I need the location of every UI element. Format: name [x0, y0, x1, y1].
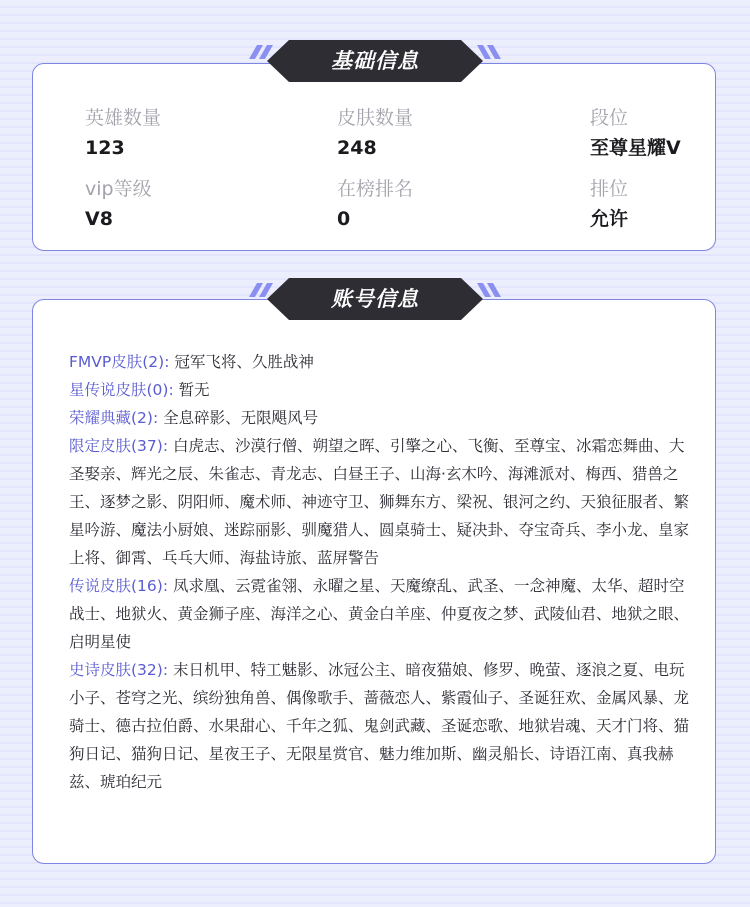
- stat-label: 排位: [590, 178, 629, 200]
- stat-value: 至尊星耀V: [590, 137, 681, 159]
- skin-category-items: 全息碎影、无限飓风号: [163, 409, 319, 427]
- stat-hero-count: [85, 106, 161, 160]
- section-title: 账号信息: [331, 287, 419, 311]
- section-header-account-info: [245, 277, 505, 321]
- stat-value: 允许: [590, 208, 629, 230]
- skin-category-legend: [69, 572, 689, 656]
- stat-value: 123: [85, 137, 125, 159]
- stat-vip-level: [85, 177, 152, 231]
- stat-label: 在榜排名: [337, 178, 414, 200]
- stat-leaderboard-rank: [337, 177, 413, 231]
- skin-category-fmvp: [69, 348, 689, 376]
- skin-category-label: 传说皮肤(16):: [69, 577, 169, 595]
- skin-category-label: 史诗皮肤(32):: [69, 661, 169, 679]
- basic-info-card: [32, 63, 716, 251]
- skin-category-items: 白虎志、沙漠行僧、朔望之晖、引擎之心、飞衡、至尊宝、冰霜恋舞曲、大圣娶亲、辉光之辰、朱雀志、青龙志、白昼王子、山海·玄木吟、海滩派对、梅西、猎兽之王、逐梦之影、阴阳师、魔术师、神迹守卫、狮舞东方、梁祝、银河之约、天狼征服者、繁星吟游、魔法小厨娘、迷踪丽影、驯魔猎人、圆桌骑士、疑决卦、夺宝奇兵、李小龙、皇家上将、御霄、乓乓大师、海盐诗旅、蓝屏警告: [69, 437, 690, 567]
- skin-category-items: 凤求凰、云霓雀翎、永曜之星、天魔缭乱、武圣、一念神魔、太华、超时空战士、地狱火、黄金狮子座、海洋之心、黄金白羊座、仲夏夜之梦、武陵仙君、地狱之眼、启明星使: [69, 577, 690, 651]
- stat-ranked-allowed: [590, 177, 628, 231]
- stat-value: 0: [337, 208, 351, 230]
- stat-label: vip等级: [85, 178, 152, 200]
- skin-category-star-legend: [69, 376, 689, 404]
- stat-skin-count: [337, 106, 413, 160]
- skin-category-glory-collection: [69, 404, 689, 432]
- stat-value: 248: [337, 137, 377, 159]
- stat-label: 段位: [590, 107, 629, 129]
- skin-category-label: 限定皮肤(37):: [69, 437, 169, 455]
- skin-category-label: 荣耀典藏(2):: [69, 409, 159, 427]
- stat-label: 英雄数量: [85, 107, 162, 129]
- account-info-card: [32, 299, 716, 864]
- section-header-basic-info: [245, 39, 505, 83]
- skin-category-limited: [69, 432, 689, 572]
- skin-category-items: 末日机甲、特工魅影、冰冠公主、暗夜猫娘、修罗、晚萤、逐浪之夏、电玩小子、苍穹之光、缤纷独角兽、偶像歌手、蔷薇恋人、紫霞仙子、圣诞狂欢、金属风暴、龙骑士、德古拉伯爵、水果甜心、千年之狐、鬼剑武藏、圣诞恋歌、地狱岩魂、天才门将、猫狗日记、猫狗日记、星夜王子、无限星赏官、魅力维加斯、幽灵船长、诗语江南、真我赫兹、琥珀纪元: [69, 661, 690, 791]
- skin-category-label: 星传说皮肤(0):: [69, 381, 174, 399]
- section-title: 基础信息: [331, 49, 419, 73]
- skin-category-items: 冠军飞将、久胜战神: [174, 353, 314, 371]
- stat-label: 皮肤数量: [337, 107, 414, 129]
- stat-value: V8: [85, 208, 113, 230]
- skin-category-epic: [69, 656, 689, 796]
- skin-category-items: 暂无: [178, 381, 210, 399]
- skin-category-label: FMVP皮肤(2):: [69, 353, 170, 371]
- stat-rank-tier: [590, 106, 681, 160]
- skin-list: [69, 348, 689, 796]
